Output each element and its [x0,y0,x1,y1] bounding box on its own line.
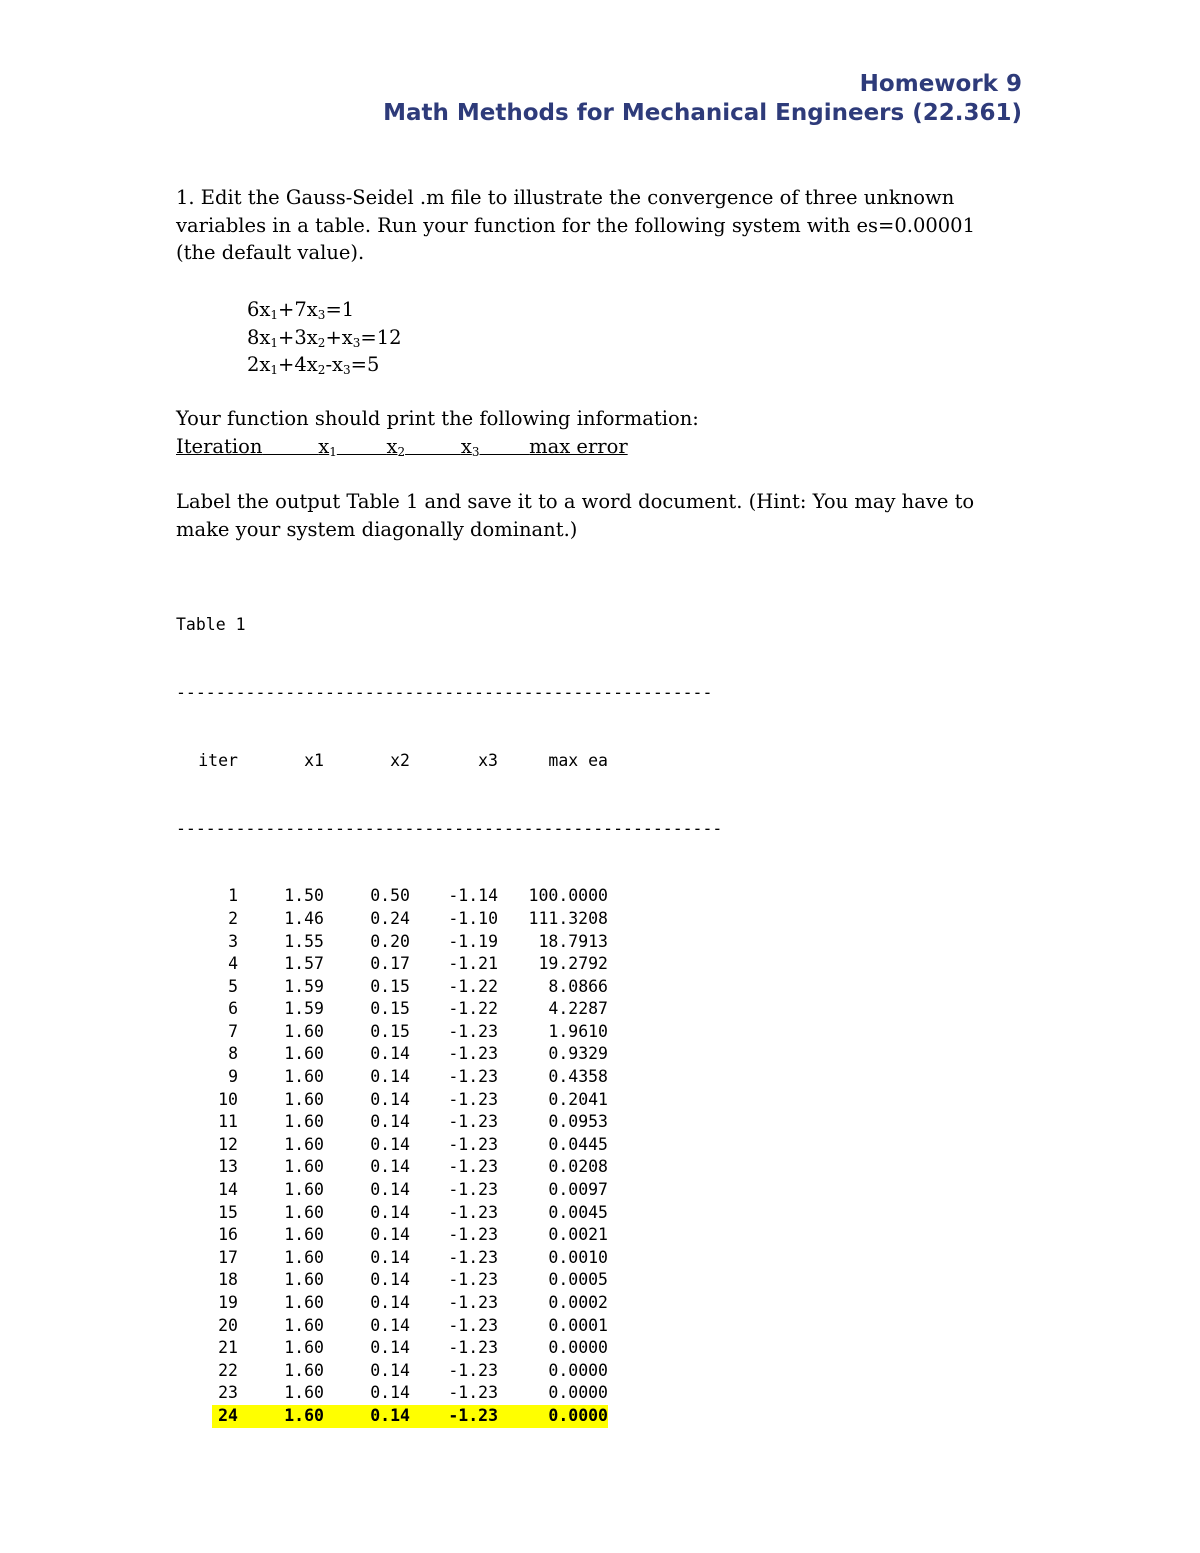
equation-2: $8x_1+3x_2+x_3=12$ [247,325,402,350]
table-cell: -1.10 [448,908,498,928]
table-cell: -1.23 [448,1247,498,1267]
table-cell: 0.14 [370,1225,410,1245]
table-cell: -1.23 [448,1021,498,1041]
equation-1: $6x_1+7x_3=1$ [247,298,355,322]
table-cell: -1.23 [448,1225,498,1245]
print-info-intro: Your function should print the following information: [176,407,699,430]
table-cell: 21 [218,1338,238,1358]
table-cell: 1.60 [284,1021,324,1041]
table-cell: -1.23 [448,1044,498,1064]
table-cell: 1.60 [284,1247,324,1267]
table-cell: 8 [228,1044,238,1064]
table-cell: 0.15 [370,999,410,1019]
table-cell: 0.0000 [548,1383,608,1403]
table-cell: 4 [228,954,238,974]
table-cell: -1.23 [448,1112,498,1132]
table-cell: 1.9610 [548,1021,608,1041]
table-cell: 0.4358 [548,1067,608,1087]
table-cell: 111.3208 [528,908,608,928]
table-cell: 0.0097 [548,1180,608,1200]
print-info [176,405,699,461]
table-cell: -1.23 [448,1067,498,1087]
table-cell: 0.14 [370,1360,410,1380]
table-row [176,908,722,931]
table-cell: 1.60 [284,1157,324,1177]
required-columns: Iteration $x_1$ $x_2$ $x_3$ max error [176,435,628,459]
table-cell: 0.14 [370,1293,410,1312]
equation-3: $2x_1+4x_2-x_3=5$ [247,353,380,377]
table-cell: 0.0445 [548,1134,608,1154]
table-cell: -1.19 [448,931,498,951]
table-cell: -1.23 [448,1270,498,1290]
table-row [176,1134,722,1157]
table-cell: 0.0021 [548,1225,608,1245]
table-cell: 13 [218,1157,238,1177]
table-cell: -1.23 [448,1360,498,1380]
table-cell: 0.0002 [548,1293,608,1312]
table-row [176,1066,722,1089]
table-cell: 5 [228,976,238,996]
table-cell: 0.14 [370,1067,410,1087]
table-cell: 11 [218,1112,238,1132]
table-cell: 0.14 [370,1134,410,1154]
table-cell: 1.60 [284,1360,324,1380]
table-cell: 0.0010 [548,1247,608,1267]
table-cell: 1.60 [284,1089,324,1109]
table-cell: 1.60 [284,1338,324,1358]
table-cell: 1.60 [284,1405,324,1425]
table-cell: 0.0005 [548,1270,608,1290]
table-row [176,931,722,954]
table-cell: -1.23 [448,1157,498,1177]
table-cell: 0.0953 [548,1112,608,1132]
table-cell: 0.0000 [548,1338,608,1358]
table-header: iter x1 x2 x3 max ea [198,750,608,770]
table-cell: 0.0045 [548,1202,608,1222]
table-row [176,1405,722,1428]
table-cell: 4.2287 [548,999,608,1019]
table-cell: -1.23 [448,1338,498,1358]
table-cell: -1.23 [448,1383,498,1403]
table-cell: 1.60 [284,1270,324,1290]
question-text: 1. Edit the Gauss-Seidel .m file to illustrate the convergence of three unknown variables in a table. Run your function for the following system with es=0.00001 (the default value). [176,186,975,264]
table-cell: -1.22 [448,976,498,996]
table-cell: 22 [218,1360,238,1380]
table-cell: 12 [218,1134,238,1154]
table-cell: 0.0000 [548,1405,608,1425]
table-cell: -1.14 [448,886,498,906]
table-cell: 1.55 [284,931,324,951]
table-cell: 18 [218,1270,238,1290]
table-row [176,1224,722,1247]
table-cell: 18.7913 [538,931,608,951]
table-cell: 17 [218,1247,238,1267]
table-row [176,998,722,1021]
table-cell: 0.14 [370,1405,410,1425]
table-cell: 8.0866 [548,976,608,996]
table-cell: 1.60 [284,1293,324,1312]
table-row [176,885,722,908]
table-cell: 0.15 [370,976,410,996]
table-cell: 100.0000 [528,886,608,906]
table-cell: 1.60 [284,1225,324,1245]
table-cell: 9 [228,1067,238,1087]
table-row [176,953,722,976]
table-cell: 0.14 [370,1180,410,1200]
table-cell: 1 [228,886,238,906]
table-cell: 0.50 [370,886,410,906]
table-caption: Table 1 [176,615,246,635]
table-cell: -1.23 [448,1293,498,1312]
table-cell: 1.60 [284,1315,324,1335]
equation-system [247,296,402,379]
table-cell: 0.24 [370,908,410,928]
table-row [176,1202,722,1225]
table-row [176,1292,722,1315]
table-row [176,976,722,999]
highlighted-final-row [212,1405,608,1428]
table-cell: 0.14 [370,1089,410,1109]
table-cell: 20 [218,1315,238,1335]
table-cell: 1.59 [284,999,324,1019]
table-cell: -1.22 [448,999,498,1019]
table-cell: -1.23 [448,1315,498,1335]
table-cell: 19.2792 [538,954,608,974]
table-rule-top: ------------------------------------------------------ [176,682,713,702]
table-cell: 0.0001 [548,1315,608,1335]
results-table [176,569,722,1450]
table-cell: 0.14 [370,1247,410,1267]
table-row [176,1360,722,1383]
table-cell: 0.15 [370,1021,410,1041]
table-cell: 10 [218,1089,238,1109]
table-cell: 0.14 [370,1383,410,1403]
table-cell: 1.46 [284,908,324,928]
table-cell: 3 [228,931,238,951]
table-cell: 0.9329 [548,1044,608,1064]
table-cell: 0.14 [370,1044,410,1064]
table-cell: -1.21 [448,954,498,974]
table-cell: 1.60 [284,1112,324,1132]
table-cell: 0.14 [370,1338,410,1358]
table-cell: 6 [228,999,238,1019]
table-row [176,1315,722,1338]
table-cell: -1.23 [448,1089,498,1109]
table-cell: 1.60 [284,1383,324,1403]
table-cell: 0.17 [370,954,410,974]
table-cell: 0.14 [370,1112,410,1132]
table-cell: 14 [218,1180,238,1200]
table-cell: -1.23 [448,1202,498,1222]
table-cell: 0.14 [370,1157,410,1177]
table-cell: -1.23 [448,1134,498,1154]
table-cell: 1.60 [284,1202,324,1222]
homework-title: Homework 9 [859,71,1022,97]
table-cell: 1.50 [284,886,324,906]
table-cell: 7 [228,1021,238,1041]
course-title: Math Methods for Mechanical Engineers (22.361) [383,100,1022,126]
table-cell: 0.14 [370,1202,410,1222]
table-row [176,1156,722,1179]
table-cell: 1.60 [284,1067,324,1087]
table-cell: 15 [218,1202,238,1222]
table-cell: 19 [218,1293,238,1312]
table-cell: 24 [218,1405,238,1425]
table-row [176,1089,722,1112]
table-row [176,1382,722,1405]
table-row [176,1269,722,1292]
table-cell: 2 [228,908,238,928]
table-cell: 1.60 [284,1134,324,1154]
table-cell: 0.2041 [548,1089,608,1109]
table-cell: 23 [218,1383,238,1403]
table-row [176,1337,722,1360]
table-cell: 16 [218,1225,238,1245]
table-cell: 0.20 [370,931,410,951]
table-body [176,885,722,1427]
table-row [176,1111,722,1134]
table-cell: 0.14 [370,1315,410,1335]
table-row [176,1179,722,1202]
table-cell: 0.14 [370,1270,410,1290]
table-row [176,1021,722,1044]
table-cell: 1.60 [284,1044,324,1064]
table-cell: 0.0000 [548,1360,608,1380]
table-cell: 1.60 [284,1180,324,1200]
table-cell: 1.59 [284,976,324,996]
table-rule-bottom: ------------------------------------------------------- [176,818,723,838]
instructions-text: Label the output Table 1 and save it to a word document. (Hint: You may have to make your system diagonally dominant.) [176,490,975,541]
table-cell: 0.0208 [548,1157,608,1177]
table-cell: -1.23 [448,1405,498,1425]
table-row [176,1247,722,1270]
table-cell: 1.57 [284,954,324,974]
table-row [176,1043,722,1066]
table-cell: -1.23 [448,1180,498,1200]
document-header [383,70,1022,128]
